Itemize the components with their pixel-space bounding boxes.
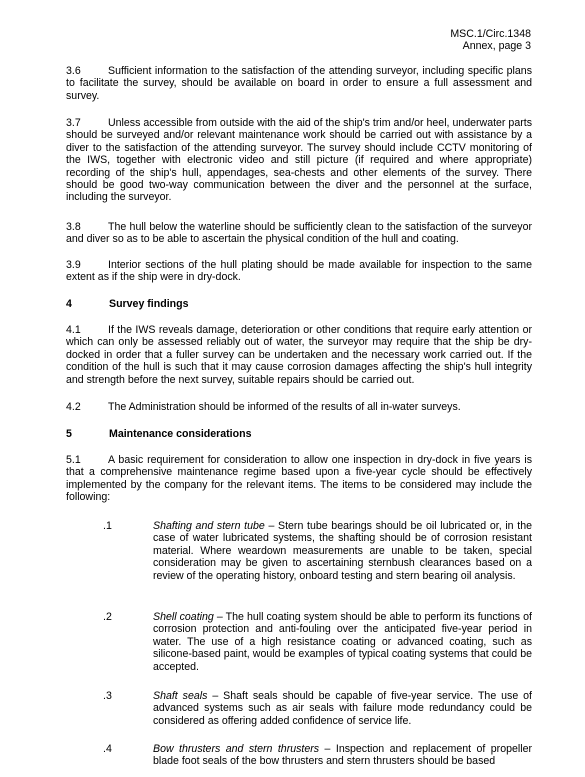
item-text: – Shaft seals should be capable of five-year service. The use of advanced systems such as air seals with failure mode redundancy could be considered as offering added confidence of service life. <box>153 690 532 727</box>
item-number: .1 <box>103 520 112 532</box>
paragraph-text: The hull below the waterline should be sufficiently clean to the satisfaction of the surveyor and diver so as to be able to ascertain the physical condition of the hull and coating. <box>66 221 532 246</box>
item-number: .2 <box>103 611 112 623</box>
paragraph-number: 4.2 <box>66 401 81 413</box>
paragraph-number: 4.1 <box>66 324 81 336</box>
page-label: Annex, page 3 <box>462 40 531 53</box>
paragraph-5-1 <box>66 454 532 504</box>
section-heading-4 <box>66 298 532 310</box>
paragraph-text: The Administration should be informed of the results of all in-water surveys. <box>108 401 461 413</box>
section-number: 5 <box>66 428 72 440</box>
paragraph-3-6 <box>66 65 532 102</box>
section-title: Survey findings <box>109 298 189 310</box>
paragraph-number: 3.6 <box>66 65 81 77</box>
paragraph-text: Sufficient information to the satisfaction of the attending surveyor, including specific plans to facilitate the survey, should be available on board in order to ensure a full assessment and survey. <box>66 65 532 102</box>
item-body <box>153 611 532 673</box>
paragraph-text: Interior sections of the hull plating should be made available for inspection to the same extent as if the ship were in dry-dock. <box>66 259 532 284</box>
item-text: – The hull coating system should be able to perform its functions of corrosion protection and anti-fouling over the anticipated five-year period in water. The use of a high resistance coating or advanced coating, such as silicone-based paint, would be examples of typical coating systems that could be accepted. <box>153 611 532 673</box>
item-number: .4 <box>103 743 112 755</box>
item-title: Shaft seals <box>153 690 208 702</box>
paragraph-number: 3.7 <box>66 117 81 129</box>
section-heading-5 <box>66 428 532 440</box>
paragraph-text: Unless accessible from outside with the aid of the ship's trim and/or heel, underwater parts should be surveyed and/or relevant maintenance work should be carried out with assistance by a diver to the satisfaction of the attending surveyor. The survey should include CCTV monitoring of the IWS, together with electronic video and still picture (if required and where appropriate) recording of the ship's hull, appendages, sea-chests and other elements of the survey. There should be good two-way communication between the diver and the personnel at the surface, including the surveyor. <box>66 117 532 204</box>
paragraph-number: 3.9 <box>66 259 81 271</box>
paragraph-number: 5.1 <box>66 454 81 466</box>
doc-reference: MSC.1/Circ.1348 <box>450 28 531 40</box>
paragraph-4-2 <box>66 401 532 413</box>
item-number: .3 <box>103 690 112 702</box>
item-title: Shell coating <box>153 611 214 623</box>
item-text: – Inspection and replacement of propeller blade foot seals of the bow thrusters and stern thrusters should be based <box>153 743 533 768</box>
item-body <box>153 520 532 582</box>
section-title: Maintenance considerations <box>109 428 252 440</box>
paragraph-text: A basic requirement for consideration to allow one inspection in dry-dock in five years is that a comprehensive maintenance regime based upon a five-year cycle should be effectively implemented by the company for the relevant items. The items to be considered may include the following: <box>66 454 532 504</box>
item-title: Bow thrusters and stern thrusters <box>153 743 320 755</box>
paragraph-4-1 <box>66 324 532 386</box>
section-number: 4 <box>66 298 72 310</box>
item-text: – Stern tube bearings should be oil lubricated or, in the case of water lubricated systems, the shafting should be of corrosion resistant material. Where weardown measurements are unable to be taken, special consideration may be given to ascertaining sternbush clearances based on a review of the operating history, onboard testing and stern bearing oil analysis. <box>153 520 532 582</box>
page-header <box>450 28 531 53</box>
item-body <box>153 690 532 727</box>
paragraph-number: 3.8 <box>66 221 81 233</box>
item-title: Shafting and stern tube <box>153 520 265 532</box>
paragraph-3-9 <box>66 259 532 284</box>
paragraph-3-8 <box>66 221 532 246</box>
paragraph-3-7 <box>66 117 532 204</box>
item-body <box>153 743 532 768</box>
paragraph-text: If the IWS reveals damage, deterioration or other conditions that require early attention or which can only be assessed reliably out of water, the surveyor may require that the ship be dry-docked in order that a fuller survey can be undertaken and the necessary work carried out. If the condition of the hull is such that it may cause corrosion damages affecting the ship's hull integrity and strength before the next survey, suitable repairs should be carried out. <box>66 324 532 386</box>
